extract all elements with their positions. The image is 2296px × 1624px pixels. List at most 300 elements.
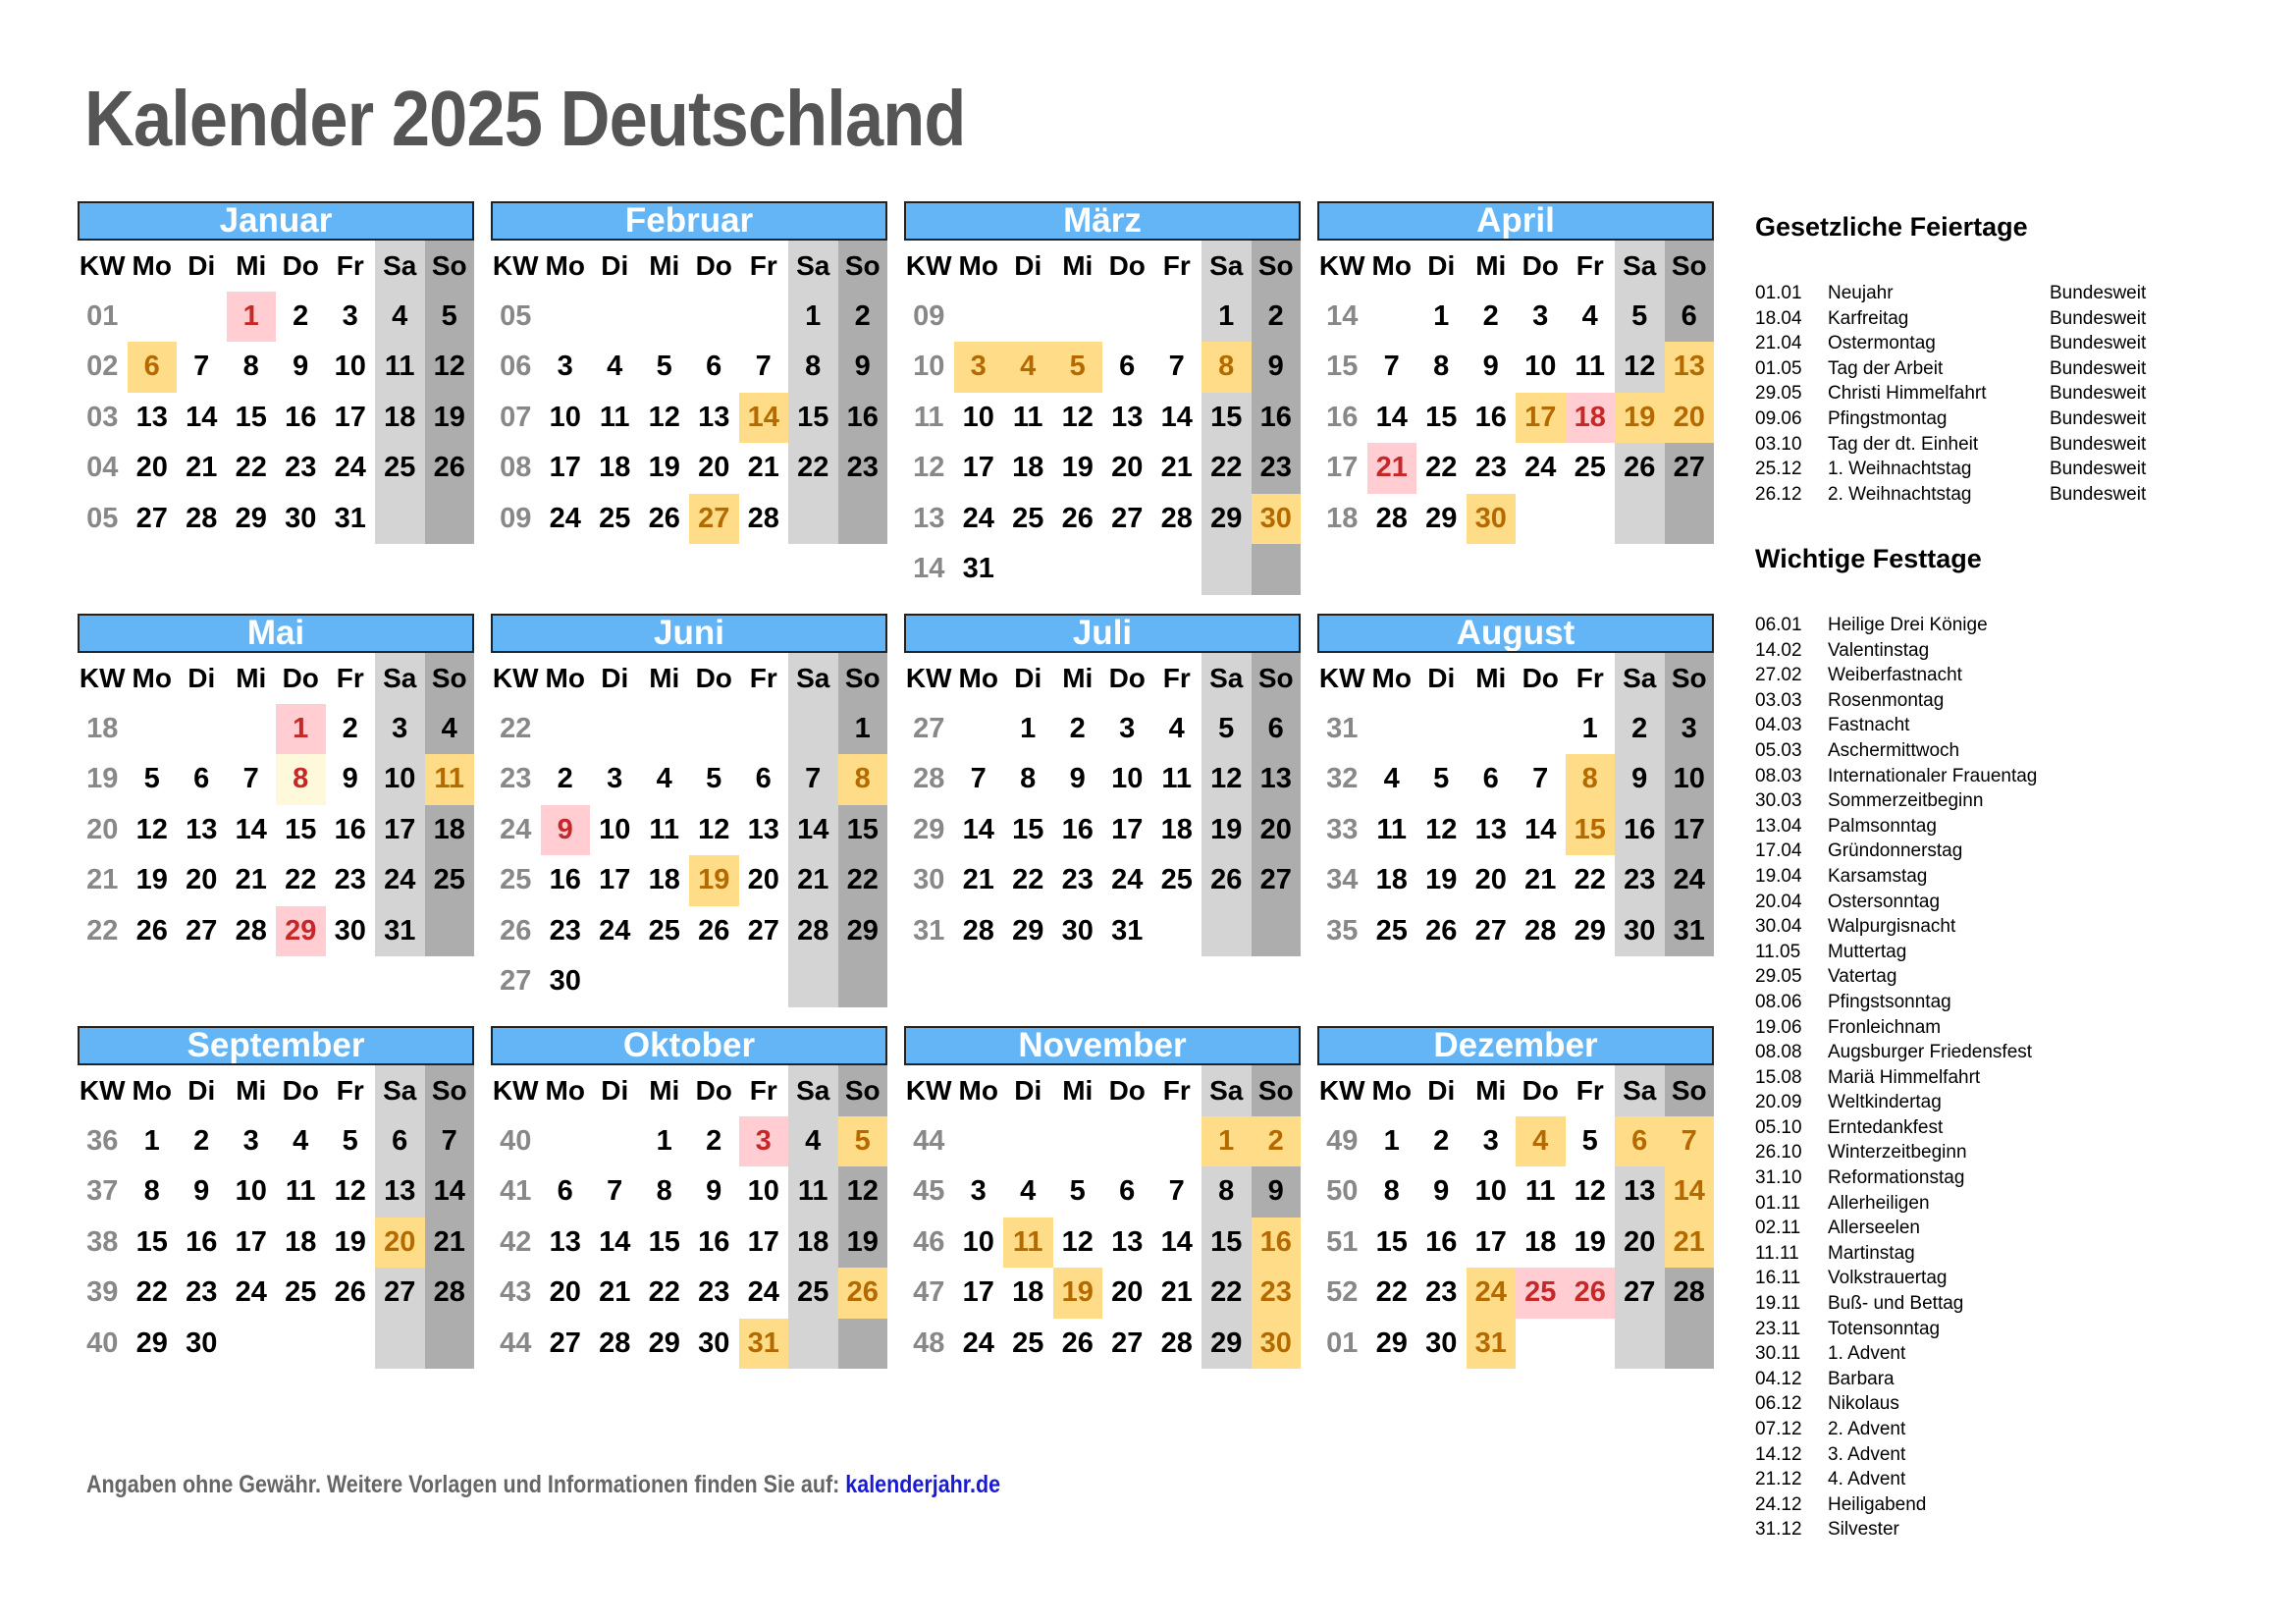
list-item-name: Volkstrauertag: [1828, 1268, 1948, 1289]
list-item-name: 1. Advent: [1828, 1343, 1906, 1365]
day-cell: 27: [747, 914, 779, 947]
day-cell: 25: [599, 502, 631, 534]
list-item: [1755, 1391, 2266, 1417]
month-grid: [904, 653, 1301, 956]
list-item-date: 14.02: [1755, 639, 1802, 661]
day-cell: 27: [375, 1268, 425, 1319]
month-header: Mai: [78, 614, 474, 653]
day-cell: 21: [1367, 443, 1417, 494]
weekday-header: Fr: [749, 662, 777, 693]
day-cell: 16: [1474, 401, 1507, 433]
day-cell: 2: [706, 1124, 722, 1157]
empty-day-cell: [1516, 494, 1566, 545]
week-number: 39: [86, 1276, 119, 1309]
day-cell: 26: [135, 914, 168, 947]
day-cell: 1: [1433, 299, 1450, 332]
day-cell: 16: [285, 401, 317, 433]
day-cell: 31: [1665, 906, 1715, 957]
day-cell: 13: [1111, 1225, 1144, 1258]
day-cell: 30: [1467, 494, 1517, 545]
week-number: 01: [86, 299, 119, 332]
day-cell: 8: [656, 1175, 672, 1208]
list-item-date: 11.05: [1755, 941, 1801, 962]
list-item: [1755, 1341, 2266, 1367]
day-cell: 21: [1524, 864, 1557, 896]
weekday-header: Fr: [1162, 249, 1191, 281]
day-cell: 9: [342, 763, 358, 795]
day-cell: 17: [375, 805, 425, 856]
day-cell: 3: [1119, 712, 1136, 744]
day-cell: 11: [649, 813, 680, 845]
empty-day-cell: [788, 956, 838, 1007]
day-cell: 16: [1252, 1218, 1302, 1269]
list-item-name: Fronleichnam: [1828, 1016, 1942, 1038]
day-cell: 18: [425, 805, 475, 856]
footer-link[interactable]: kalenderjahr.de: [845, 1471, 1001, 1498]
day-cell: 6: [1665, 292, 1715, 343]
day-cell: 9: [1433, 1175, 1450, 1208]
month-grid: [1317, 1065, 1714, 1369]
week-number: 29: [913, 813, 945, 845]
list-item-name: Silvester: [1828, 1519, 1899, 1541]
list-item: [1755, 482, 2266, 508]
empty-day-cell: [1615, 494, 1665, 545]
day-cell: 16: [1061, 813, 1094, 845]
day-cell: 31: [1467, 1319, 1517, 1370]
weekday-header: Mi: [236, 249, 267, 281]
weekday-header: Di: [1427, 249, 1456, 281]
day-cell: 17: [1474, 1225, 1507, 1258]
day-cell: 11: [375, 342, 425, 393]
day-cell: 28: [186, 502, 218, 534]
list-item-date: 13.04: [1755, 815, 1802, 837]
day-cell: 17: [549, 452, 581, 484]
week-number: 27: [500, 965, 532, 998]
day-cell: 15: [648, 1225, 680, 1258]
day-cell: 27: [1665, 443, 1715, 494]
list-item-date: 05.10: [1755, 1116, 1802, 1138]
day-cell: 24: [375, 855, 425, 906]
day-cell: 27: [689, 494, 739, 545]
day-cell: 22: [285, 864, 317, 896]
day-cell: 12: [1061, 1225, 1094, 1258]
list-item-date: 08.08: [1755, 1042, 1802, 1063]
day-cell: 26: [1061, 502, 1094, 534]
day-cell: 5: [838, 1116, 888, 1167]
day-cell: 13: [186, 813, 218, 845]
day-cell: 1: [1581, 712, 1598, 744]
day-cell: 15: [788, 393, 838, 444]
day-cell: 12: [135, 813, 168, 845]
weekday-header: Sa: [1615, 653, 1665, 704]
weekday-header: Di: [601, 1074, 629, 1106]
empty-day-cell: [1367, 292, 1417, 343]
weekday-header: Di: [1014, 662, 1042, 693]
day-cell: 18: [788, 1218, 838, 1269]
list-item-date: 01.01: [1755, 283, 1802, 303]
weekday-header: Sa: [788, 653, 838, 704]
weekday-header: Do: [282, 249, 319, 281]
day-cell: 3: [1532, 299, 1549, 332]
empty-day-cell: [1201, 906, 1252, 957]
day-cell: 1: [1201, 1116, 1252, 1167]
day-cell: 4: [788, 1116, 838, 1167]
list-item-name: Heilige Drei Könige: [1828, 615, 1988, 635]
week-number-header: KW: [905, 1074, 952, 1106]
day-cell: 5: [1201, 704, 1252, 755]
day-cell: 26: [1566, 1268, 1616, 1319]
day-cell: 6: [706, 351, 722, 383]
list-item: [1755, 1317, 2266, 1342]
list-item-name: Tag der Arbeit: [1828, 357, 1944, 379]
list-item-name: Ostermontag: [1828, 333, 1936, 354]
empty-day-cell: [227, 704, 277, 755]
list-item: [1755, 381, 2266, 406]
list-item-date: 15.08: [1755, 1066, 1802, 1088]
list-item-scope: Bundesweit: [2050, 459, 2147, 480]
day-cell: 12: [334, 1175, 366, 1208]
list-item-date: 02.11: [1755, 1218, 1801, 1239]
day-cell: 3: [954, 342, 1004, 393]
list-item-date: 09.06: [1755, 407, 1802, 429]
day-cell: 10: [235, 1175, 267, 1208]
day-cell: 11: [599, 401, 630, 433]
weekday-header: Do: [1522, 249, 1559, 281]
list-item-name: Heiligabend: [1828, 1493, 1927, 1515]
day-cell: 8: [1383, 1175, 1400, 1208]
week-number: 01: [1326, 1326, 1359, 1359]
weekday-header: Mi: [236, 662, 267, 693]
week-number-header: KW: [79, 1074, 126, 1106]
day-cell: 1: [1020, 712, 1037, 744]
day-cell: 12: [648, 401, 680, 433]
day-cell: 24: [235, 1276, 267, 1309]
weekday-header: Fr: [1162, 662, 1191, 693]
day-cell: 6: [1119, 1175, 1136, 1208]
list-item-date: 14.12: [1755, 1443, 1802, 1465]
day-cell: 22: [1201, 443, 1252, 494]
weekday-header: Mi: [1062, 1074, 1094, 1106]
page-title: Kalender 2025 Deutschland: [84, 75, 966, 162]
day-cell: 21: [1160, 452, 1193, 484]
list-item: [1755, 1442, 2266, 1468]
weekday-header: Mo: [1371, 1074, 1412, 1106]
day-cell: 25: [788, 1268, 838, 1319]
empty-day-cell: [788, 1319, 838, 1370]
day-cell: 23: [1425, 1276, 1458, 1309]
day-cell: 7: [788, 754, 838, 805]
week-number: 50: [1326, 1175, 1359, 1208]
weekday-header: Fr: [336, 249, 364, 281]
day-cell: 26: [425, 443, 475, 494]
empty-day-cell: [1102, 292, 1152, 343]
empty-day-cell: [128, 292, 178, 343]
empty-day-cell: [954, 704, 1004, 755]
empty-day-cell: [128, 704, 178, 755]
day-cell: 30: [1252, 1319, 1302, 1370]
day-cell: 10: [747, 1175, 779, 1208]
empty-day-cell: [739, 292, 789, 343]
day-cell: 14: [186, 401, 218, 433]
list-item-name: Fastnacht: [1828, 715, 1910, 736]
list-item: [1755, 764, 2266, 789]
day-cell: 23: [1474, 452, 1507, 484]
week-number: 25: [500, 864, 532, 896]
day-cell: 21: [599, 1276, 631, 1309]
week-number: 35: [1326, 914, 1359, 947]
month-grid: [904, 1065, 1301, 1369]
empty-day-cell: [541, 292, 591, 343]
day-cell: 18: [1524, 1225, 1557, 1258]
list-item: [1755, 914, 2266, 940]
day-cell: 20: [1252, 805, 1302, 856]
weekday-header: Mo: [958, 1074, 998, 1106]
day-cell: 6: [1615, 1116, 1665, 1167]
month-grid: [491, 241, 887, 544]
week-number: 23: [500, 763, 532, 795]
list-item-name: 2. Weihnachtstag: [1828, 483, 1972, 505]
list-item-name: Mariä Himmelfahrt: [1828, 1066, 1981, 1088]
day-cell: 2: [1252, 292, 1302, 343]
day-cell: 14: [788, 805, 838, 856]
empty-day-cell: [739, 956, 789, 1007]
day-cell: 14: [1665, 1166, 1715, 1218]
list-item-date: 29.05: [1755, 966, 1802, 988]
day-cell: 19: [689, 855, 739, 906]
day-cell: 18: [1012, 452, 1044, 484]
list-item-date: 16.11: [1755, 1268, 1801, 1289]
weekday-header: Fr: [1575, 662, 1604, 693]
empty-day-cell: [276, 1319, 326, 1370]
month-header: September: [78, 1026, 474, 1065]
feast-days-list: [1755, 613, 2266, 1543]
day-cell: 2: [193, 1124, 210, 1157]
week-number-header: KW: [1318, 249, 1365, 281]
day-cell: 13: [698, 401, 730, 433]
empty-day-cell: [1053, 544, 1103, 595]
day-cell: 10: [599, 813, 631, 845]
week-number: 15: [1326, 351, 1359, 383]
day-cell: 13: [1615, 1166, 1665, 1218]
list-item: [1755, 788, 2266, 814]
day-cell: 16: [1615, 805, 1665, 856]
day-cell: 18: [1375, 864, 1408, 896]
day-cell: 31: [375, 906, 425, 957]
list-item: [1755, 1015, 2266, 1041]
week-number: 14: [913, 553, 945, 585]
day-cell: 27: [186, 914, 218, 947]
list-item: [1755, 1291, 2266, 1317]
day-cell: 19: [1615, 393, 1665, 444]
day-cell: 3: [557, 351, 573, 383]
day-cell: 12: [1061, 401, 1094, 433]
day-cell: 22: [788, 443, 838, 494]
empty-day-cell: [1003, 1116, 1053, 1167]
list-item-date: 27.02: [1755, 665, 1802, 686]
weekday-header: So: [1665, 241, 1715, 292]
week-number: 51: [1326, 1225, 1359, 1258]
weekday-header: So: [1665, 1065, 1715, 1116]
week-number: 34: [1326, 864, 1359, 896]
empty-day-cell: [1252, 906, 1302, 957]
day-cell: 14: [235, 813, 267, 845]
day-cell: 25: [1012, 1326, 1044, 1359]
day-cell: 15: [285, 813, 317, 845]
list-item-name: Winterzeitbeginn: [1828, 1142, 1967, 1164]
list-item-name: Weltkindertag: [1828, 1092, 1942, 1113]
list-item-date: 31.12: [1755, 1519, 1802, 1541]
weekday-header: Di: [601, 249, 629, 281]
empty-day-cell: [1003, 544, 1053, 595]
list-item: [1755, 1191, 2266, 1217]
day-cell: 27: [1111, 502, 1144, 534]
day-cell: 13: [135, 401, 168, 433]
day-cell: 2: [1433, 1124, 1450, 1157]
list-item: [1755, 1090, 2266, 1115]
weekday-header: Fr: [749, 249, 777, 281]
empty-day-cell: [640, 292, 690, 343]
list-item-name: Muttertag: [1828, 941, 1907, 962]
weekday-header: Mo: [958, 662, 998, 693]
day-cell: 11: [285, 1175, 316, 1208]
list-item-name: Neujahr: [1828, 283, 1894, 303]
day-cell: 6: [557, 1175, 573, 1208]
day-cell: 2: [1615, 704, 1665, 755]
day-cell: 11: [425, 754, 475, 805]
day-cell: 25: [1516, 1268, 1566, 1319]
list-item: [1755, 1040, 2266, 1065]
day-cell: 3: [242, 1124, 259, 1157]
list-item-scope: Bundesweit: [2050, 407, 2147, 429]
list-item-date: 06.12: [1755, 1393, 1802, 1415]
day-cell: 5: [425, 292, 475, 343]
empty-day-cell: [689, 956, 739, 1007]
day-cell: 12: [425, 342, 475, 393]
list-item-name: Augsburger Friedensfest: [1828, 1042, 2033, 1063]
day-cell: 25: [375, 443, 425, 494]
empty-day-cell: [1665, 494, 1715, 545]
day-cell: 11: [1012, 401, 1043, 433]
empty-day-cell: [1053, 292, 1103, 343]
weekday-header: Di: [1014, 1074, 1042, 1106]
day-cell: 24: [962, 502, 994, 534]
weekday-header: Sa: [788, 1065, 838, 1116]
day-cell: 2: [1069, 712, 1086, 744]
day-cell: 3: [970, 1175, 987, 1208]
day-cell: 29: [1201, 1319, 1252, 1370]
day-cell: 6: [193, 763, 210, 795]
weekday-header: Sa: [1201, 653, 1252, 704]
week-number-header: KW: [1318, 1074, 1365, 1106]
day-cell: 28: [235, 914, 267, 947]
month-grid: [904, 241, 1301, 595]
list-item-date: 08.03: [1755, 765, 1802, 786]
day-cell: 3: [1665, 704, 1715, 755]
day-cell: 14: [1160, 1225, 1193, 1258]
weekday-header: Sa: [1201, 1065, 1252, 1116]
day-cell: 17: [599, 864, 631, 896]
month-grid: [491, 1065, 887, 1369]
day-cell: 13: [1111, 401, 1144, 433]
day-cell: 20: [549, 1276, 581, 1309]
empty-day-cell: [177, 704, 227, 755]
week-number: 19: [86, 763, 119, 795]
day-cell: 14: [599, 1225, 631, 1258]
day-cell: 24: [1665, 855, 1715, 906]
list-item-date: 31.10: [1755, 1167, 1802, 1189]
public-holidays-list: [1755, 281, 2266, 507]
weekday-header: Mo: [545, 662, 585, 693]
week-number: 48: [913, 1326, 945, 1359]
weekday-header: Fr: [1162, 1074, 1191, 1106]
week-number: 46: [913, 1225, 945, 1258]
weekday-header: Di: [187, 1074, 216, 1106]
day-cell: 4: [607, 351, 623, 383]
day-cell: 8: [1433, 351, 1450, 383]
weekday-header: Do: [695, 249, 732, 281]
empty-day-cell: [425, 906, 475, 957]
day-cell: 20: [1665, 393, 1715, 444]
day-cell: 29: [235, 502, 267, 534]
weekday-header: Mo: [132, 1074, 172, 1106]
day-cell: 23: [838, 443, 888, 494]
day-cell: 23: [1252, 1268, 1302, 1319]
day-cell: 7: [1532, 763, 1549, 795]
empty-day-cell: [590, 1116, 640, 1167]
list-item: [1755, 306, 2266, 332]
day-cell: 4: [425, 704, 475, 755]
day-cell: 20: [747, 864, 779, 896]
day-cell: 26: [1201, 855, 1252, 906]
day-cell: 16: [186, 1225, 218, 1258]
list-item-date: 01.11: [1755, 1192, 1801, 1214]
day-cell: 20: [375, 1218, 425, 1269]
day-cell: 22: [235, 452, 267, 484]
day-cell: 19: [648, 452, 680, 484]
footer-text: Angaben ohne Gewähr. Weitere Vorlagen und Informationen finden Sie auf:: [86, 1471, 846, 1498]
day-cell: 24: [1467, 1268, 1517, 1319]
week-number-header: KW: [905, 662, 952, 693]
month-7: [1317, 614, 1714, 956]
day-cell: 26: [838, 1268, 888, 1319]
weekday-header: Fr: [336, 662, 364, 693]
day-cell: 30: [698, 1326, 730, 1359]
empty-day-cell: [425, 494, 475, 545]
weekday-header: Mi: [1475, 1074, 1507, 1106]
month-header: März: [904, 201, 1301, 241]
weekday-header: Mo: [545, 249, 585, 281]
day-cell: 20: [1615, 1218, 1665, 1269]
list-item-name: Internationaler Frauentag: [1828, 765, 2038, 786]
day-cell: 16: [1252, 393, 1302, 444]
day-cell: 28: [1160, 1326, 1193, 1359]
day-cell: 4: [1168, 712, 1185, 744]
weekday-header: Mo: [958, 249, 998, 281]
empty-day-cell: [1467, 704, 1517, 755]
month-header: Januar: [78, 201, 474, 241]
list-item: [1755, 814, 2266, 839]
month-0: [78, 201, 474, 544]
month-6: [904, 614, 1301, 956]
list-item-date: 11.11: [1755, 1242, 1799, 1264]
list-item-name: Pfingstsonntag: [1828, 991, 1951, 1012]
list-item-name: Weiberfastnacht: [1828, 665, 1962, 686]
day-cell: 19: [1425, 864, 1458, 896]
day-cell: 10: [375, 754, 425, 805]
month-1: [491, 201, 887, 544]
month-header: Dezember: [1317, 1026, 1714, 1065]
list-item-date: 21.12: [1755, 1469, 1802, 1490]
